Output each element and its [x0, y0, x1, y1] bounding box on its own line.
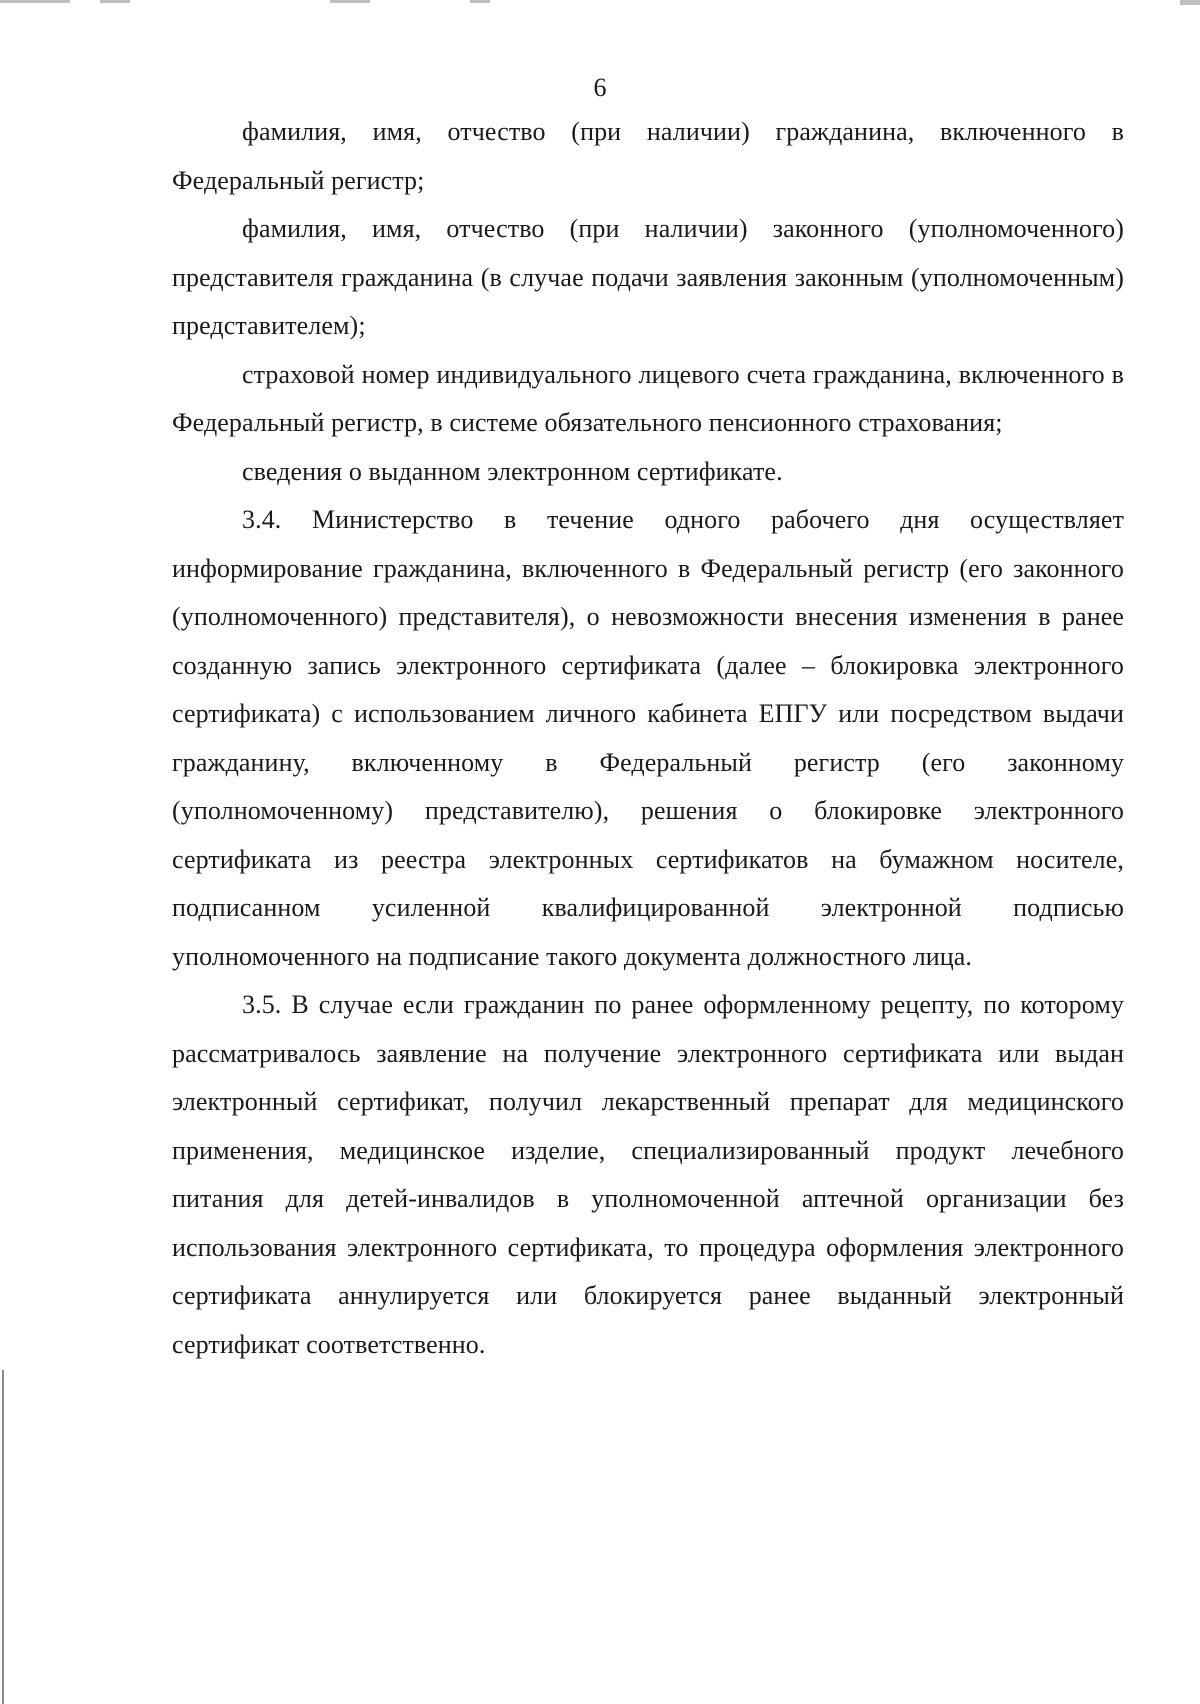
paragraph-3-4: 3.4. Министерство в течение одного рабочего дня осуществляет информирование гражданина, включенного в Федеральный регистр (его законного (уполномоченного) представителя), о невозможности внесения изменения в ранее созданную запись электронного сертификата (далее – блокировка электронного сертификата) с использованием личного кабинета ЕПГУ или посредством выдачи гражданину, включенному в Федеральный регистр (его законному (уполномоченному) представителю), решения о блокировке электронного сертификата из реестра электронных сертификатов на бумажном носителе, подписанном усиленной квалифицированной электронной подписью уполномоченного на подписание такого документа должностного лица. [172, 505, 1124, 971]
document-body [172, 108, 1124, 1369]
paragraph-citizen-name: фамилия, имя, отчество (при наличии) гражданина, включенного в Федеральный регистр; [172, 117, 1124, 195]
page-number: 6 [593, 73, 607, 102]
paragraph-insurance-number: страховой номер индивидуального лицевого счета гражданина, включенного в Федеральный регистр, в системе обязательного пенсионного страхования; [172, 359, 1124, 437]
scan-edge-top [0, 0, 1200, 6]
scan-edge-left [2, 1370, 4, 1704]
paragraph-representative-name: фамилия, имя, отчество (при наличии) законного (уполномоченного) представителя гражданина (в случае подачи заявления законным (уполномоченным) представителем); [172, 214, 1124, 340]
paragraph-certificate-info: сведения о выданном электронном сертификате. [242, 456, 783, 486]
paragraph-3-5: 3.5. В случае если гражданин по ранее оформленному рецепту, по которому рассматривалось заявление на получение электронного сертификата или выдан электронный сертификат, получил лекарственный препарат для медицинского применения, медицинское изделие, специализированный продукт лечебного питания для детей-инвалидов в уполномоченной аптечной организации без использования электронного сертификата, то процедура оформления электронного сертификата аннулируется или блокируется ранее выданный электронный сертификат соответственно. [172, 990, 1124, 1359]
